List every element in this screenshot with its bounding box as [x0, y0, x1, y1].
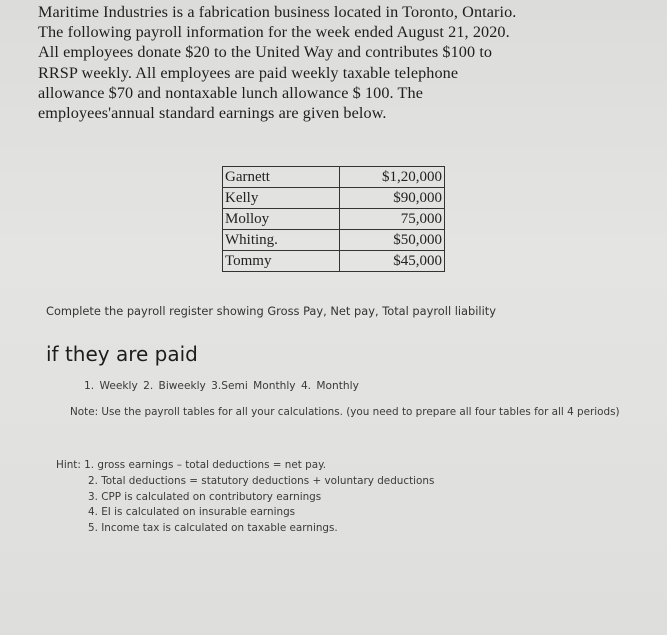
list-item: 2. Total deductions = statutory deductions + voluntary deductions — [88, 475, 435, 487]
section-heading: if they are paid — [46, 342, 198, 366]
employee-name: Tommy — [223, 251, 340, 272]
table-row — [223, 251, 445, 272]
hint-list — [88, 474, 434, 536]
paragraph-line: Maritime Industries is a fabrication business located in Toronto, Ontario. — [38, 3, 517, 21]
employee-name: Kelly — [223, 188, 340, 209]
problem-paragraph — [38, 2, 628, 123]
table-row — [223, 230, 445, 251]
table-row — [223, 209, 445, 230]
employee-salary: 75,000 — [340, 209, 445, 230]
employee-salary: $45,000 — [340, 251, 445, 272]
salary-table — [222, 166, 445, 272]
table-row — [223, 167, 445, 188]
paragraph-line: All employees donate $20 to the United Way and contributes $100 to — [38, 43, 493, 62]
paragraph-line: allowance $70 and nontaxable lunch allowance $ 100. The — [38, 83, 424, 102]
employee-name: Whiting. — [223, 230, 340, 251]
employee-salary: $1,20,000 — [340, 167, 445, 188]
employee-name: Garnett — [223, 167, 340, 188]
paragraph-line: RRSP weekly. All employees are paid weekly taxable telephone — [38, 63, 459, 82]
table-row — [223, 188, 445, 209]
list-item: 5. Income tax is calculated on taxable earnings. — [88, 521, 338, 534]
paragraph-line: The following payroll information for the week ended August 21, 2020. — [38, 23, 510, 42]
list-item: 3. CPP is calculated on contributory earnings — [88, 490, 322, 503]
list-item: 4. EI is calculated on insurable earnings — [88, 506, 296, 518]
employee-salary: $50,000 — [340, 230, 445, 251]
pay-periods-list: 1. Weekly 2. Biweekly 3.Semi Monthly 4. Monthly — [84, 380, 359, 392]
instruction-text: Complete the payroll register showing Gross Pay, Net pay, Total payroll liability — [46, 304, 496, 318]
hint-title: Hint: 1. gross earnings – total deductions = net pay. — [56, 459, 327, 471]
paragraph-line: employees'annual standard earnings are given below. — [38, 104, 387, 123]
employee-name: Molloy — [223, 209, 340, 230]
employee-salary: $90,000 — [340, 188, 445, 209]
note-text: Note: Use the payroll tables for all your calculations. (you need to prepare all four tables for all 4 periods) — [70, 406, 620, 418]
